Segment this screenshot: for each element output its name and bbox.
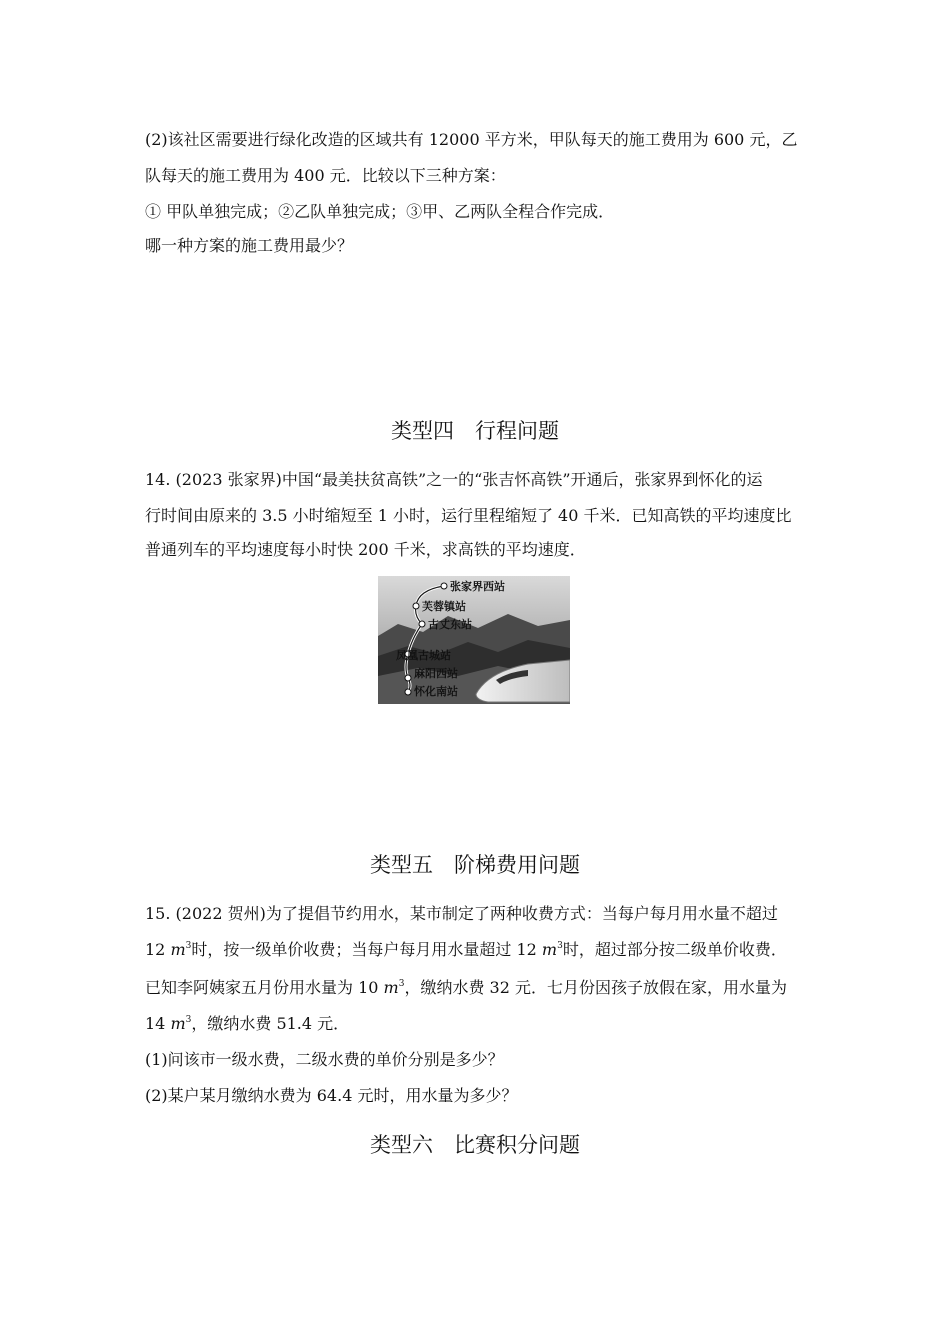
section-heading-5: 类型五 阶梯费用问题 <box>370 853 580 877</box>
q14-line2: 行时间由原来的 3.5 小时缩短至 1 小时，运行里程缩短了 40 千米．已知高铁的平均速度比 <box>145 506 792 525</box>
q13-part2-line2: 队每天的施工费用为 400 元．比较以下三种方案： <box>145 166 506 185</box>
q15-line4: 14 $m^3$，缴纳水费 51.4 元． <box>145 1014 350 1033</box>
station-label: 古丈东站 <box>428 618 472 631</box>
q13-part2-line1: (2)该社区需要进行绿化改造的区域共有 12000 平方米，甲队每天的施工费用为 600 元，乙 <box>145 130 798 149</box>
q15-line1: 15. (2022 贺州)为了提倡节约用水，某市制定了两种收费方式：当每户每月用水量不超过 <box>145 904 778 923</box>
q15-line2: 12 $m^3$时，按一级单价收费；当每户每月用水量超过 12 $m^3$时，超过部分按二级单价收费． <box>145 940 787 959</box>
q14-line3: 普通列车的平均速度每小时快 200 千米，求高铁的平均速度． <box>145 540 586 559</box>
section-heading-6: 类型六 比赛积分问题 <box>370 1133 580 1157</box>
q13-part2-line4: 哪一种方案的施工费用最少？ <box>145 236 354 255</box>
station-label: 麻阳西站 <box>414 667 458 680</box>
railway-route-photo <box>378 576 570 704</box>
q15-line3: 已知李阿姨家五月份用水量为 10 $m^3$，缴纳水费 32 元．七月份因孩子放假在家，用水量为 <box>145 978 787 997</box>
q15-subquestion-2: (2)某户某月缴纳水费为 64.4 元时，用水量为多少？ <box>145 1086 518 1105</box>
station-label: 张家界西站 <box>450 580 505 593</box>
q13-part2-line3: ① 甲队单独完成；②乙队单独完成；③甲、乙两队全程合作完成． <box>145 202 615 221</box>
section-heading-4: 类型四 行程问题 <box>391 419 559 443</box>
station-label: 凤凰古城站 <box>396 649 451 662</box>
q14-line1: 14. (2023 张家界)中国“最美扶贫高铁”之一的“张吉怀高铁”开通后，张家界到怀化的运 <box>145 470 763 489</box>
station-label: 怀化南站 <box>414 685 458 698</box>
station-label: 芙蓉镇站 <box>422 600 466 613</box>
q15-subquestion-1: (1)问该市一级水费，二级水费的单价分别是多少？ <box>145 1050 504 1069</box>
